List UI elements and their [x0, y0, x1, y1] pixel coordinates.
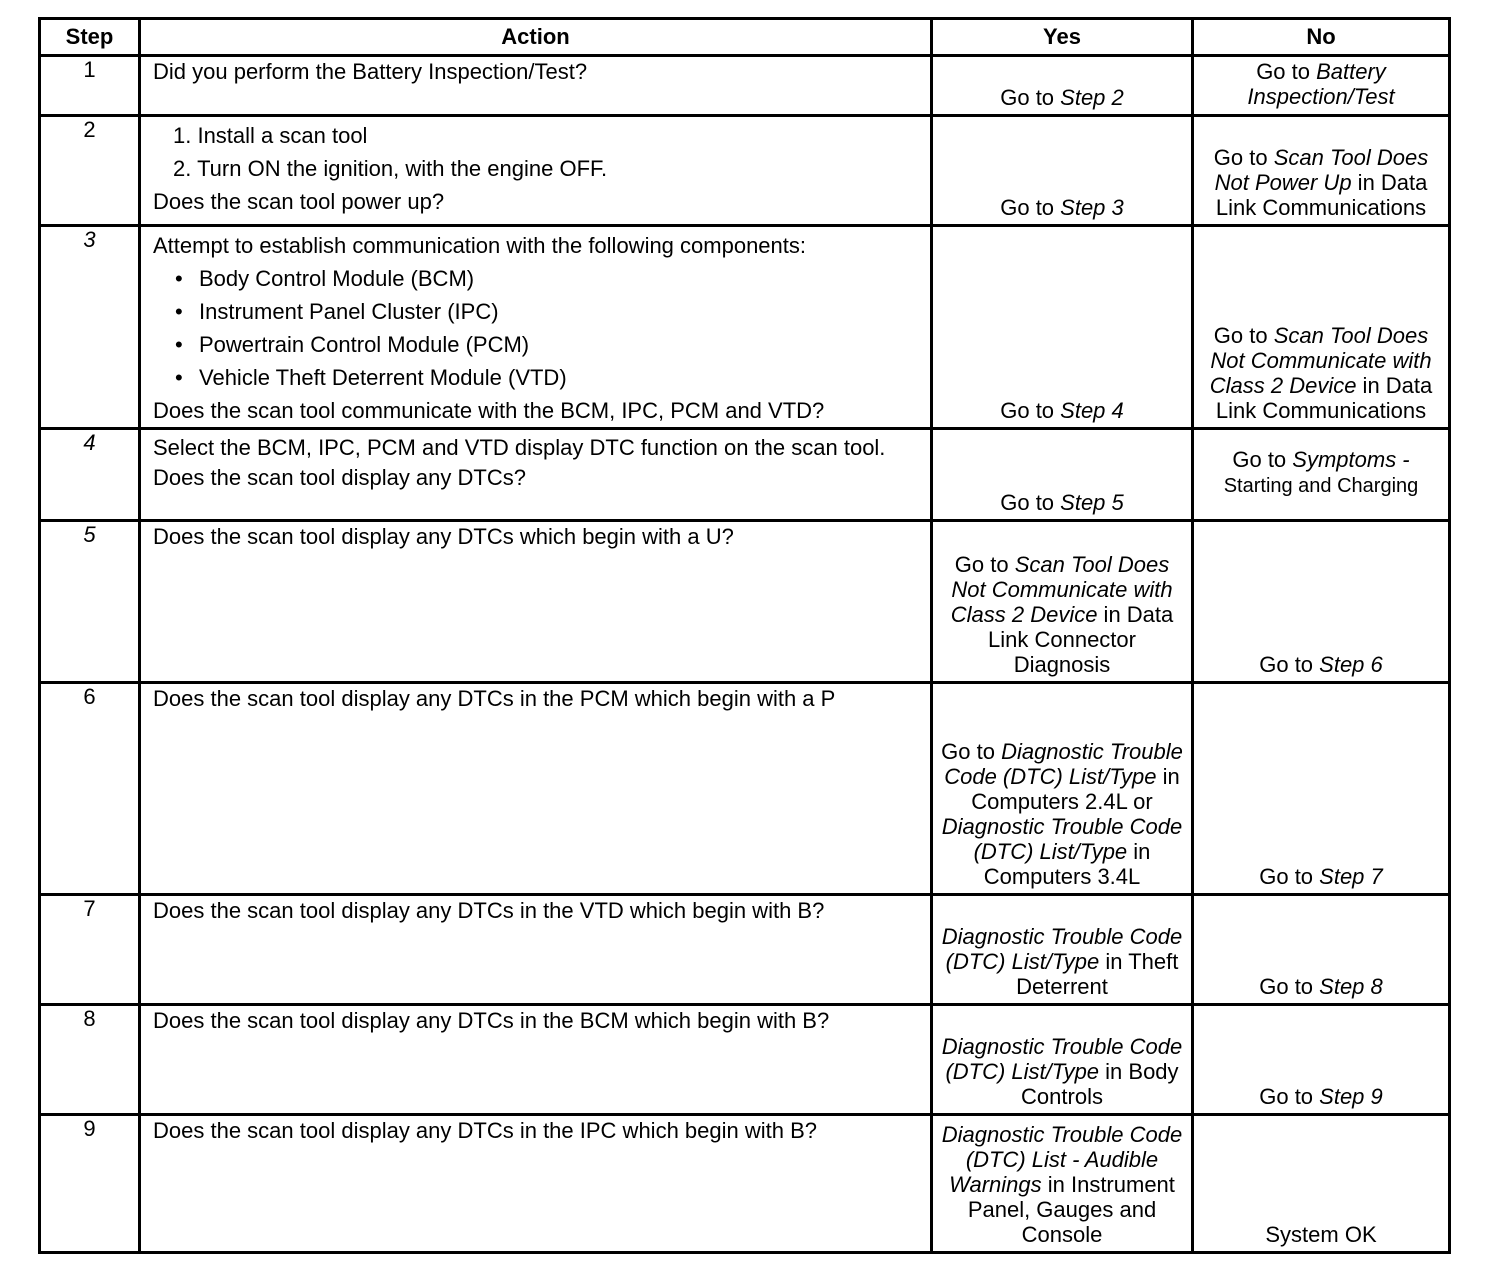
step-link[interactable]: Step 4	[1060, 398, 1124, 423]
step-number: 1	[40, 56, 140, 116]
reference-link[interactable]: Scan Tool Does Not Communicate with Class 2 Device	[950, 552, 1173, 627]
action-cell	[140, 429, 932, 521]
no-cell: Go to Scan Tool Does Not Power Up in Data Link Communications	[1193, 116, 1450, 226]
table-row	[40, 1005, 1450, 1115]
no-cell: Go to Scan Tool Does Not Communicate with Class 2 Device in Data Link Communications	[1193, 226, 1450, 429]
step-number: 7	[40, 895, 140, 1005]
step-link[interactable]: Step 9	[1319, 1084, 1383, 1109]
yes-cell: Diagnostic Trouble Code (DTC) List/Type in Body Controls	[932, 1005, 1193, 1115]
yes-cell: Go to Step 3	[932, 116, 1193, 226]
step-number: 9	[40, 1115, 140, 1253]
action-question: Does the scan tool power up?	[153, 189, 445, 214]
action-text: Does the scan tool display any DTCs which begin with a U?	[153, 524, 734, 549]
step-number: 5	[40, 521, 140, 683]
table-row	[40, 683, 1450, 895]
action-cell	[140, 56, 932, 116]
step-number: 4	[40, 429, 140, 521]
step-link[interactable]: Step 5	[1060, 490, 1124, 515]
action-question: Does the scan tool communicate with the BCM, IPC, PCM and VTD?	[153, 398, 825, 423]
header-step: Step	[40, 19, 140, 56]
action-text: Does the scan tool display any DTCs in the BCM which begin with B?	[153, 1008, 830, 1033]
table-row	[40, 56, 1450, 116]
reference-link[interactable]: Diagnostic Trouble Code (DTC) List/Type	[941, 1034, 1183, 1084]
bullet-item: • Instrument Panel Cluster (IPC)	[175, 299, 499, 324]
yes-cell: Go to Scan Tool Does Not Communicate with Class 2 Device in Data Link Connector Diagnosis	[932, 521, 1193, 683]
step-link[interactable]: Step 7	[1319, 864, 1383, 889]
action-cell	[140, 521, 932, 683]
action-text: Does the scan tool display any DTCs in the PCM which begin with a P	[153, 686, 836, 711]
table-row	[40, 895, 1450, 1005]
step-link[interactable]: Step 8	[1319, 974, 1383, 999]
action-list-item: 1. Install a scan tool	[173, 123, 368, 148]
bullet-item: • Body Control Module (BCM)	[175, 266, 475, 291]
reference-link[interactable]: Diagnostic Trouble Code (DTC) List/Type	[941, 924, 1183, 974]
yes-cell: Diagnostic Trouble Code (DTC) List - Audible Warnings in Instrument Panel, Gauges and Console	[932, 1115, 1193, 1253]
header-action: Action	[140, 19, 932, 56]
table-row	[40, 116, 1450, 226]
action-question: Does the scan tool display any DTCs?	[153, 465, 526, 490]
yes-cell: Go to Step 4	[932, 226, 1193, 429]
no-cell	[1193, 1115, 1450, 1253]
table-row	[40, 521, 1450, 683]
action-list-item: 2. Turn ON the ignition, with the engine OFF.	[173, 156, 608, 181]
header-yes: Yes	[932, 19, 1193, 56]
reference-link[interactable]: Scan Tool Does Not Power Up	[1214, 145, 1429, 195]
step-link[interactable]: Step 3	[1060, 195, 1124, 220]
step-link[interactable]: Step 2	[1060, 85, 1124, 110]
step-number: 2	[40, 116, 140, 226]
action-cell	[140, 895, 932, 1005]
action-text: Did you perform the Battery Inspection/Test?	[153, 59, 588, 84]
action-cell	[140, 683, 932, 895]
yes-cell: Go to Diagnostic Trouble Code (DTC) List/Type in Computers 2.4L or Diagnostic Trouble Code (DTC) List/Type in Computers 3.4L	[932, 683, 1193, 895]
step-number: 8	[40, 1005, 140, 1115]
reference-link[interactable]: Scan Tool Does Not Communicate with Class 2 Device	[1209, 323, 1432, 398]
action-cell	[140, 116, 932, 226]
table-row	[40, 1115, 1450, 1253]
reference-link[interactable]: Diagnostic Trouble Code (DTC) List - Audible Warnings	[941, 1122, 1183, 1197]
action-cell	[140, 1005, 932, 1115]
yes-cell: Diagnostic Trouble Code (DTC) List/Type in Theft Deterrent	[932, 895, 1193, 1005]
diagnostic-table	[38, 17, 1451, 1254]
action-text: Does the scan tool display any DTCs in the VTD which begin with B?	[153, 898, 825, 923]
action-intro: Select the BCM, IPC, PCM and VTD display DTC function on the scan tool.	[153, 435, 886, 460]
no-cell: Go to Step 6	[1193, 521, 1450, 683]
no-cell: Go to Symptoms - Starting and Charging	[1193, 429, 1450, 521]
header-no: No	[1193, 19, 1450, 56]
reference-link[interactable]: Battery Inspection/Test	[1247, 59, 1395, 109]
reference-link[interactable]: Diagnostic Trouble Code (DTC) List/Type	[941, 814, 1183, 864]
action-intro: Attempt to establish communication with the following components:	[153, 233, 806, 258]
yes-cell: Go to Step 2	[932, 56, 1193, 116]
bullet-item: • Powertrain Control Module (PCM)	[175, 332, 530, 357]
bullet-item: • Vehicle Theft Deterrent Module (VTD)	[175, 365, 567, 390]
table-row	[40, 226, 1450, 429]
header-row	[40, 19, 1450, 56]
step-number: 3	[40, 226, 140, 429]
no-cell: Go to Step 9	[1193, 1005, 1450, 1115]
action-cell	[140, 1115, 932, 1253]
action-cell	[140, 226, 932, 429]
no-cell: Go to Battery Inspection/Test	[1193, 56, 1450, 116]
step-number: 6	[40, 683, 140, 895]
yes-cell: Go to Step 5	[932, 429, 1193, 521]
reference-link[interactable]: Diagnostic Trouble Code (DTC) List/Type	[944, 739, 1183, 789]
action-text: Does the scan tool display any DTCs in the IPC which begin with B?	[153, 1118, 817, 1143]
system-ok-text: System OK	[1265, 1222, 1377, 1247]
step-link[interactable]: Step 6	[1319, 652, 1383, 677]
no-cell: Go to Step 8	[1193, 895, 1450, 1005]
reference-link[interactable]: Symptoms -	[1292, 446, 1410, 472]
table-row	[40, 429, 1450, 521]
no-cell: Go to Step 7	[1193, 683, 1450, 895]
